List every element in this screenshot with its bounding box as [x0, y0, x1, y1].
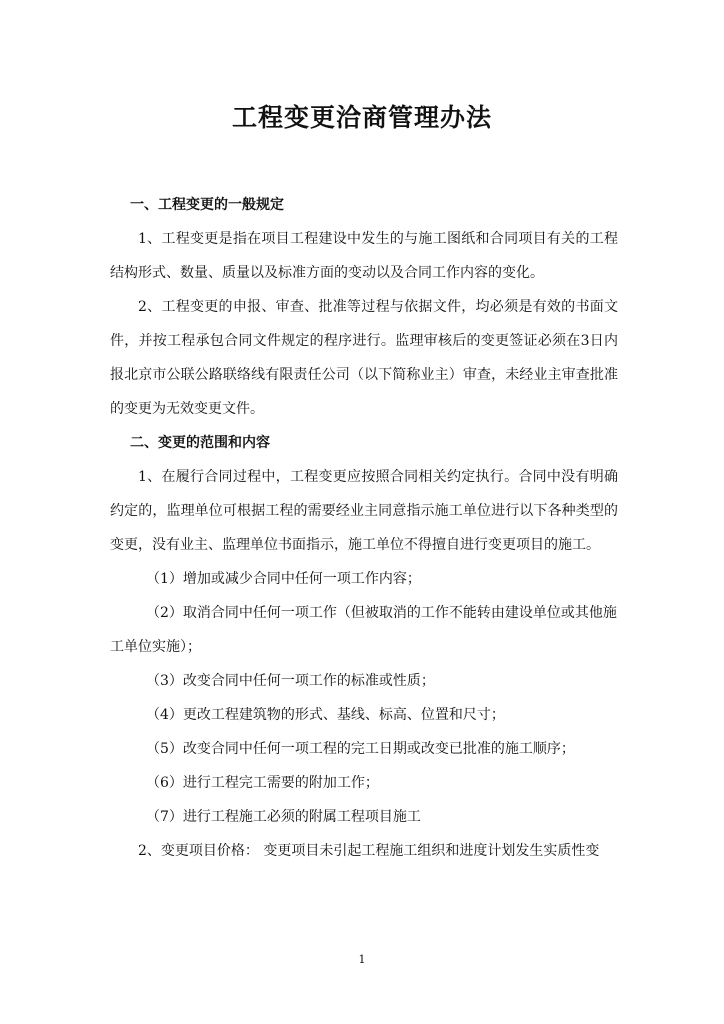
- list-item: （1）增加或减少合同中任何一项工作内容；: [146, 571, 421, 587]
- document-body: [110, 188, 618, 868]
- page-number: 1: [358, 953, 366, 966]
- paragraph: 2、变更项目价格： 变更项目未引起工程施工组织和进度计划发生实质性变: [138, 843, 600, 859]
- document-title: 工程变更洽商管理办法: [231, 103, 492, 132]
- section-heading: 一、工程变更的一般规定: [130, 197, 284, 213]
- list-item: （3）改变合同中任何一项工作的标准或性质；: [146, 673, 435, 689]
- section-heading: 二、变更的范围和内容: [130, 435, 270, 451]
- list-item: （7）进行工程施工必须的附属工程项目施工: [146, 809, 421, 825]
- paragraph: 1、工程变更是指在项目工程建设中发生的与施工图纸和合同项目有关的工程结构形式、数量、质量以及标准方面的变动以及合同工作内容的变化。: [110, 231, 618, 281]
- paragraph: 1、在履行合同过程中，工程变更应按照合同相关约定执行。合同中没有明确约定的，监理单位可根据工程的需要经业主同意指示施工单位进行以下各种类型的变更，没有业主、监理单位书面指示，施工单位不得擅自进行变更项目的施工。: [110, 469, 618, 553]
- list-item: （4）更改工程建筑物的形式、基线、标高、位置和尺寸；: [146, 707, 505, 723]
- paragraph: 2、工程变更的申报、审查、批准等过程与依据文件，均必须是有效的书面文件，并按工程承包合同文件规定的程序进行。监理审核后的变更签证必须在3日内报北京市公联公路联络线有限责任公司（以下简称业主）审查，未经业主审查批准的变更为无效变更文件。: [110, 299, 618, 417]
- list-item: （6）进行工程完工需要的附加工作；: [146, 775, 379, 791]
- list-item: （5）改变合同中任何一项工程的完工日期或改变已批准的施工顺序；: [146, 741, 575, 757]
- list-item: （2）取消合同中任何一项工作（但被取消的工作不能转由建设单位或其他施工单位实施）；: [110, 605, 617, 655]
